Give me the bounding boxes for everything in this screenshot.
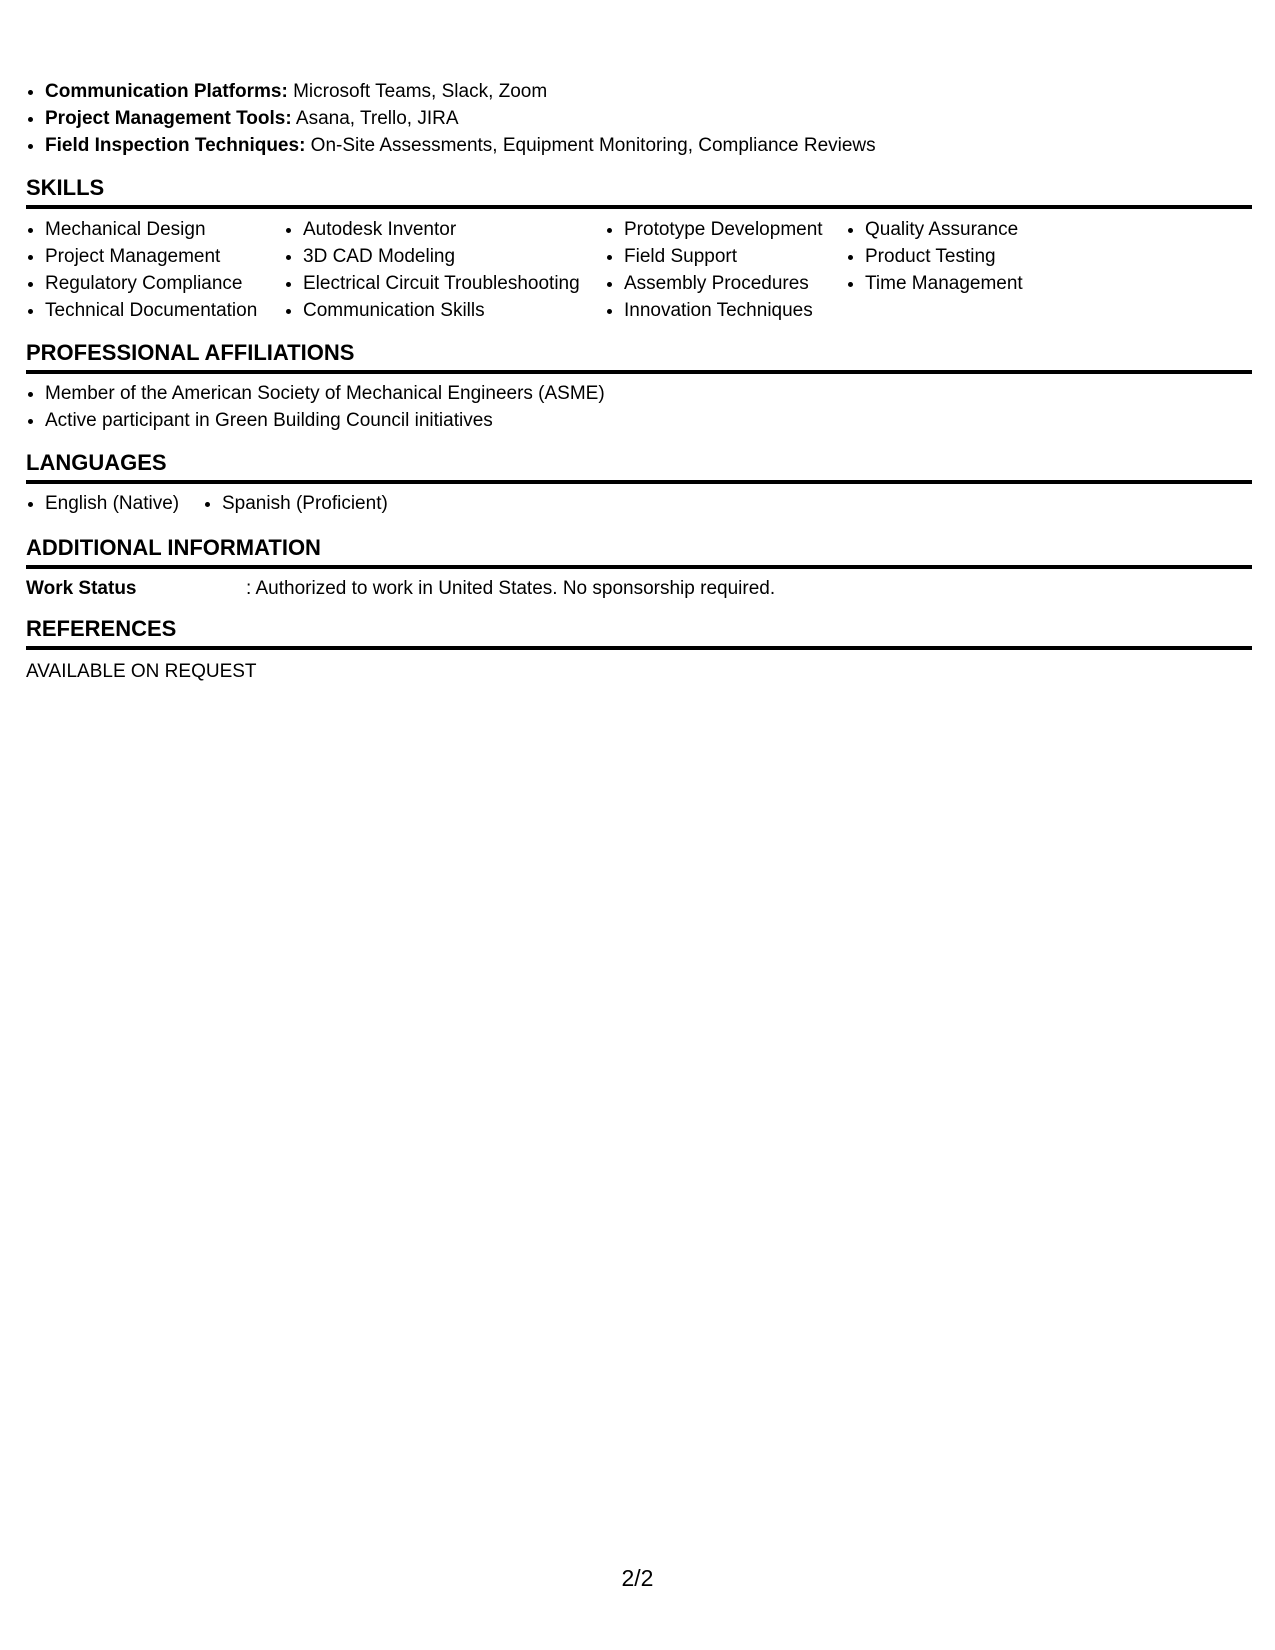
section-title-additional-info: ADDITIONAL INFORMATION	[26, 535, 321, 560]
tools-item-label: Field Inspection Techniques:	[45, 135, 306, 156]
section-divider	[26, 205, 1252, 209]
section-divider	[26, 480, 1252, 484]
work-status-label: Work Status	[26, 578, 137, 599]
references-text: AVAILABLE ON REQUEST	[26, 661, 257, 682]
affiliations-list	[26, 380, 1252, 434]
language-column	[203, 490, 388, 517]
skill-item: • Communication Skills	[303, 297, 605, 324]
skill-item: • Quality Assurance	[865, 216, 1105, 243]
section-divider	[26, 646, 1252, 650]
section-divider	[26, 565, 1252, 569]
section-title-languages: LANGUAGES	[26, 450, 167, 475]
skills-section	[26, 175, 1252, 324]
skills-column-4	[846, 216, 1105, 324]
skill-item: • Mechanical Design	[45, 216, 284, 243]
section-title-skills: SKILLS	[26, 175, 105, 200]
affiliation-item: • Active participant in Green Building Council initiatives	[45, 407, 1252, 434]
tools-item-communication	[45, 78, 1245, 105]
skill-item: • Electrical Circuit Troubleshooting	[303, 270, 605, 297]
affiliations-section	[26, 340, 1252, 434]
tools-item-label: Communication Platforms:	[45, 81, 288, 102]
tools-item-project-management	[45, 105, 1245, 132]
tools-item-field-inspection	[45, 132, 1245, 159]
skill-item: • Project Management	[45, 243, 284, 270]
skill-item: • Innovation Techniques	[624, 297, 846, 324]
skills-column-2	[284, 216, 605, 324]
skills-column-1	[26, 216, 284, 324]
skill-item: • Prototype Development	[624, 216, 846, 243]
tools-item-value: Microsoft Teams, Slack, Zoom	[287, 81, 548, 102]
work-status-row	[26, 577, 1252, 601]
tools-item-value: On-Site Assessments, Equipment Monitoring, Compliance Reviews	[305, 135, 876, 156]
skill-item: • Assembly Procedures	[624, 270, 846, 297]
skill-item: • Time Management	[865, 270, 1105, 297]
additional-info-section	[26, 535, 1252, 601]
section-title-affiliations: PROFESSIONAL AFFILIATIONS	[26, 340, 355, 365]
references-section	[26, 616, 1252, 684]
skill-item: • Regulatory Compliance	[45, 270, 284, 297]
language-column	[26, 490, 203, 517]
skill-item: • Product Testing	[865, 243, 1105, 270]
tools-item-value: Asana, Trello, JIRA	[291, 108, 459, 129]
languages-section	[26, 450, 1252, 517]
skill-item: • Technical Documentation	[45, 297, 284, 324]
language-item: • English (Native)	[45, 490, 203, 517]
section-title-references: REFERENCES	[26, 616, 177, 641]
languages-list	[26, 490, 1252, 517]
tools-list	[26, 78, 1245, 159]
page-number: 2/2	[621, 1565, 654, 1591]
skills-column-3	[605, 216, 846, 324]
affiliation-item: • Member of the American Society of Mechanical Engineers (ASME)	[45, 380, 1252, 407]
skills-grid	[26, 216, 1252, 324]
skill-item: • 3D CAD Modeling	[303, 243, 605, 270]
work-status-value: : Authorized to work in United States. No sponsorship required.	[246, 578, 776, 599]
tools-item-label: Project Management Tools:	[45, 108, 292, 129]
language-item: • Spanish (Proficient)	[222, 490, 388, 517]
section-divider	[26, 370, 1252, 374]
skill-item: • Field Support	[624, 243, 846, 270]
skill-item: • Autodesk Inventor	[303, 216, 605, 243]
